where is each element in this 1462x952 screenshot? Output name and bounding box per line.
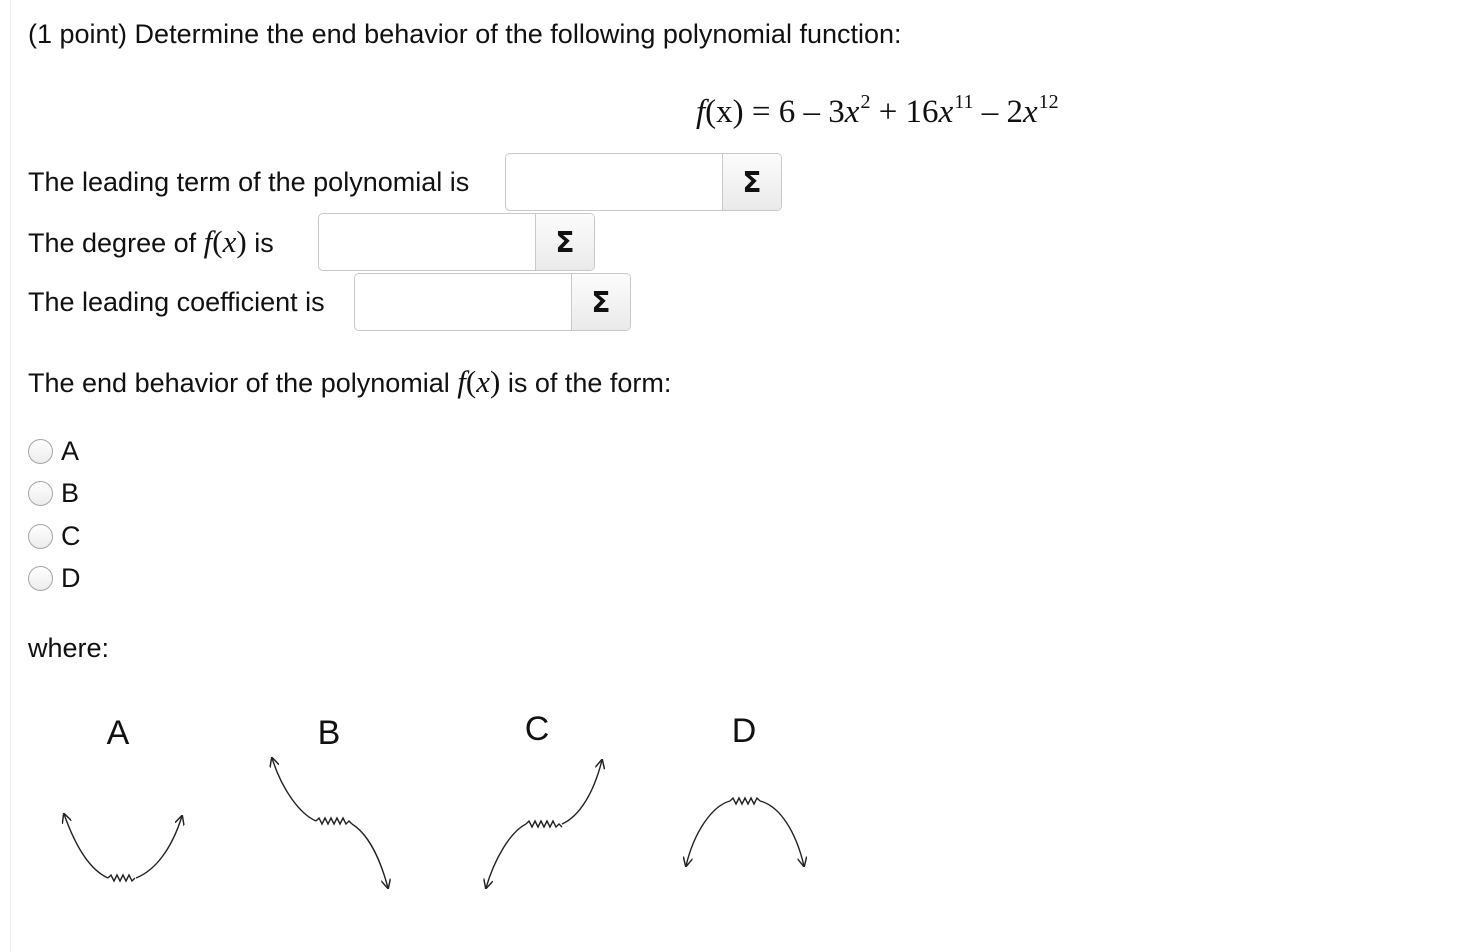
leading-term-answer-box xyxy=(505,153,782,211)
sigma-icon: Σ xyxy=(555,225,575,259)
formula-var-1: x xyxy=(844,94,860,130)
leading-coefficient-input[interactable] xyxy=(355,274,571,330)
end-behavior-close: ) xyxy=(490,364,501,399)
where-label: where: xyxy=(28,633,110,663)
formula-exp-3: 12 xyxy=(1038,91,1059,113)
graph-c-down-up xyxy=(486,760,602,888)
end-behavior-label xyxy=(28,364,671,401)
end-behavior-suffix: is of the form: xyxy=(507,368,672,398)
degree-label-open: ( xyxy=(212,224,223,259)
radio-label-b: B xyxy=(61,477,80,508)
graph-label-b: B xyxy=(317,714,341,752)
formula-var-2: x xyxy=(938,94,954,130)
degree-label-f: f xyxy=(203,224,213,259)
option-row-a[interactable] xyxy=(28,433,79,469)
formula-eq: = 6 – 3 xyxy=(743,94,845,130)
formula-var-3: x xyxy=(1022,94,1038,130)
formula-op-2: – 2 xyxy=(973,94,1023,130)
radio-label-d: D xyxy=(61,562,81,593)
page-left-border xyxy=(10,0,11,952)
leading-term-label: The leading term of the polynomial is xyxy=(28,167,470,197)
end-behavior-open: ( xyxy=(465,364,477,399)
degree-label-suffix: is xyxy=(254,228,274,258)
radio-option-b[interactable] xyxy=(28,481,53,506)
end-behavior-f: f xyxy=(457,364,466,399)
sigma-icon: Σ xyxy=(742,165,762,199)
degree-equation-editor-button[interactable] xyxy=(535,214,594,270)
option-row-c[interactable] xyxy=(28,518,81,554)
formula-exp-1: 2 xyxy=(860,91,871,113)
option-row-b[interactable] xyxy=(28,475,79,511)
leading-coefficient-label: The leading coefficient is xyxy=(28,287,325,317)
degree-label-close: ) xyxy=(236,224,247,259)
graph-label-c: C xyxy=(524,710,550,748)
formula-f: f xyxy=(696,94,706,130)
formula-op-1: + 16 xyxy=(870,94,939,130)
radio-label-c: C xyxy=(61,520,81,551)
leading-coefficient-equation-editor-button[interactable] xyxy=(571,274,630,330)
formula-arg: (x) xyxy=(705,94,744,130)
end-behavior-x: x xyxy=(476,364,491,399)
option-row-d[interactable] xyxy=(28,560,81,596)
leading-coefficient-answer-box xyxy=(354,273,631,331)
polynomial-formula xyxy=(696,78,1059,136)
degree-label xyxy=(28,224,274,261)
radio-option-d[interactable] xyxy=(28,566,53,591)
degree-label-prefix: The degree of xyxy=(28,228,197,258)
sigma-icon: Σ xyxy=(591,285,611,319)
radio-option-a[interactable] xyxy=(28,439,53,464)
leading-term-equation-editor-button[interactable] xyxy=(722,154,781,210)
graph-a-up-up xyxy=(64,814,182,881)
problem-title: (1 point) Determine the end behavior of the following polynomial function: xyxy=(28,19,902,49)
graph-label-d: D xyxy=(731,712,757,750)
degree-label-x: x xyxy=(222,224,237,259)
degree-answer-box xyxy=(318,213,595,271)
leading-term-input[interactable] xyxy=(506,154,722,210)
degree-input[interactable] xyxy=(319,214,535,270)
end-behavior-prefix: The end behavior of the polynomial xyxy=(28,368,450,398)
radio-label-a: A xyxy=(61,435,80,466)
graph-b-up-down xyxy=(272,758,388,888)
radio-option-c[interactable] xyxy=(28,524,53,549)
graph-label-a: A xyxy=(106,714,130,752)
formula-exp-2: 11 xyxy=(954,91,974,113)
graph-d-down-down xyxy=(686,798,804,866)
